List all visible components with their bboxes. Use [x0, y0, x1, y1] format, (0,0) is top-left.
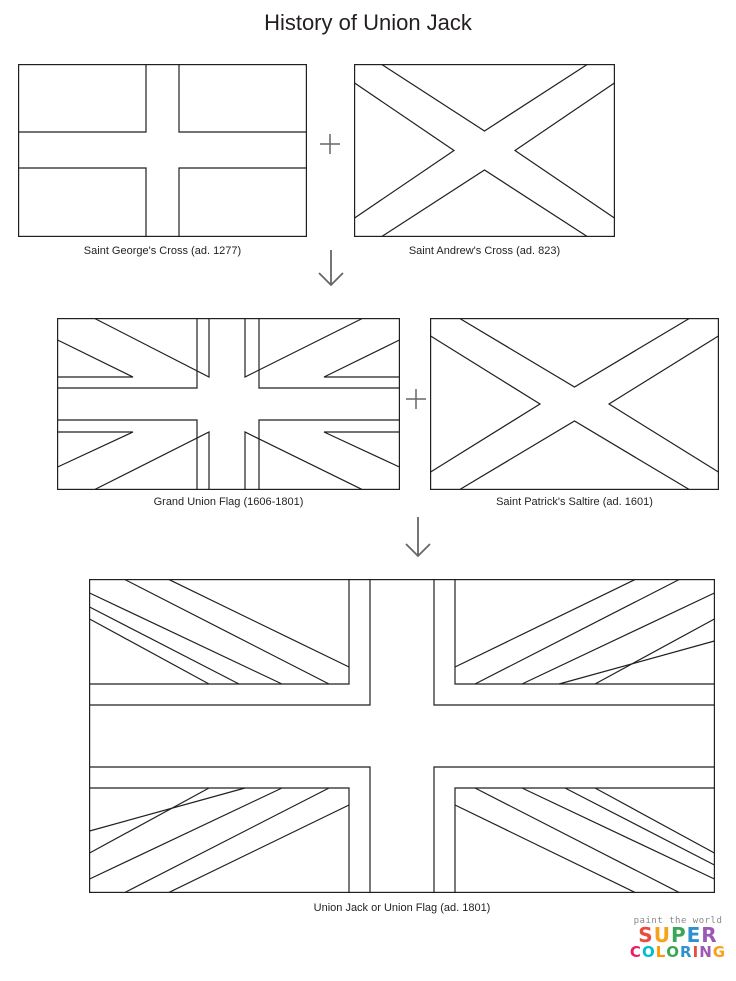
down-arrow-icon: [316, 248, 346, 288]
st-andrew-cross-flag: [354, 64, 615, 237]
st-patrick-saltire-flag: [430, 318, 719, 490]
page-title: History of Union Jack: [264, 10, 472, 35]
union-jack-caption: Union Jack or Union Flag (ad. 1801): [313, 902, 491, 914]
st-george-cross-flag: [18, 64, 307, 237]
plus-sign: [404, 388, 428, 410]
super-coloring-logo[interactable]: [628, 916, 728, 972]
logo-tagline: paint the world: [633, 916, 723, 926]
down-arrow-icon: [403, 515, 433, 559]
plus-sign: [318, 133, 342, 155]
logo-word-coloring: COLORING: [629, 943, 727, 961]
logo-word-super: SUPER: [638, 923, 718, 947]
grand-union-flag: [57, 318, 400, 490]
st-patrick-caption: Saint Patrick's Saltire (ad. 1601): [496, 496, 653, 508]
st-george-caption: Saint George's Cross (ad. 1277): [83, 245, 242, 257]
st-andrew-caption: Saint Andrew's Cross (ad. 823): [408, 245, 561, 257]
union-jack-flag: [89, 579, 715, 893]
grand-union-caption: Grand Union Flag (1606-1801): [153, 496, 304, 508]
